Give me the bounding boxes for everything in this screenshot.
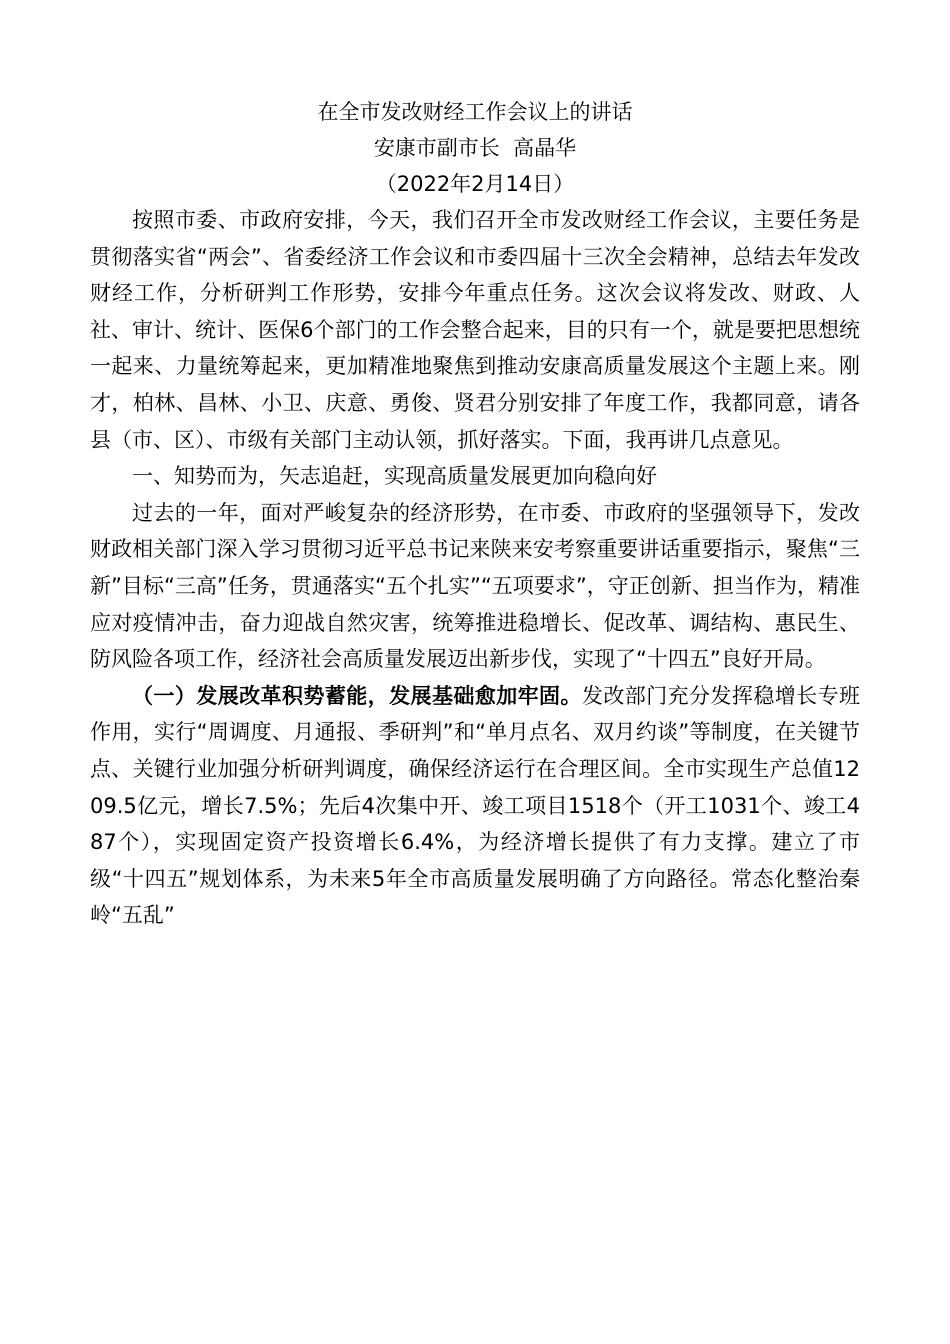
subsection-1-heading: （一）发展改革积势蓄能，发展基础愈加牢固。 [132,683,582,708]
document-body [90,94,860,934]
subsection-1-paragraph [90,678,860,934]
intro-paragraph: 按照市委、市政府安排，今天，我们召开全市发改财经工作会议，主要任务是贯彻落实省“两会”、省委经济工作会议和市委四届十三次全会精神，总结去年发改财经工作，分析研判工作形势，安排今年重点任务。这次会议将发改、财政、人社、审计、统计、医保6个部门的工作会整合起来，目的只有一个，就是要把思想统一起来、力量统筹起来，更加精准地聚焦到推动安康高质量发展这个主题上来。刚才，柏林、昌林、小卫、庆意、勇俊、贤君分别安排了年度工作，我都同意，请各县（市、区）、市级有关部门主动认领，抓好落实。下面，我再讲几点意见。 [90,208,860,452]
subsection-1-body: 发改部门充分发挥稳增长专班作用，实行“周调度、月通报、季研判”和“单月点名、双月约谈”等制度，在关键节点、关键行业加强分析研判调度，确保经济运行在合理区间。全市实现生产总值1209.5亿元，增长7.5%；先后4次集中开、竣工项目1518个（开工1031个、竣工487个），实现固定资产投资增长6.4%，为经济增长提供了有力支撑。建立了市级“十四五”规划体系，为未来5年全市高质量发展明确了方向路径。常态化整治秦岭“五乱” [90,683,861,928]
speaker-line: 安康市副市长 高晶华 [373,136,577,160]
section-1-paragraph: 过去的一年，面对严峻复杂的经济形势，在市委、市政府的坚强领导下，发改财政相关部门深入学习贯彻习近平总书记来陕来安考察重要讲话重要指示，聚焦“三新”目标“三高”任务，贯通落实“五个扎实”“五项要求”，守正创新、担当作为，精准应对疫情冲击，奋力迎战自然灾害，统筹推进稳增长、促改革、调结构、惠民生、防风险各项工作，经济社会高质量发展迈出新步伐，实现了“十四五”良好开局。 [90,500,860,672]
section-1-heading: 一、知势而为，矢志追赶，实现高质量发展更加向稳向好 [132,464,657,489]
document-title: 在全市发改财经工作会议上的讲话 [317,100,633,124]
date-line: （2022年2月14日） [375,172,575,196]
